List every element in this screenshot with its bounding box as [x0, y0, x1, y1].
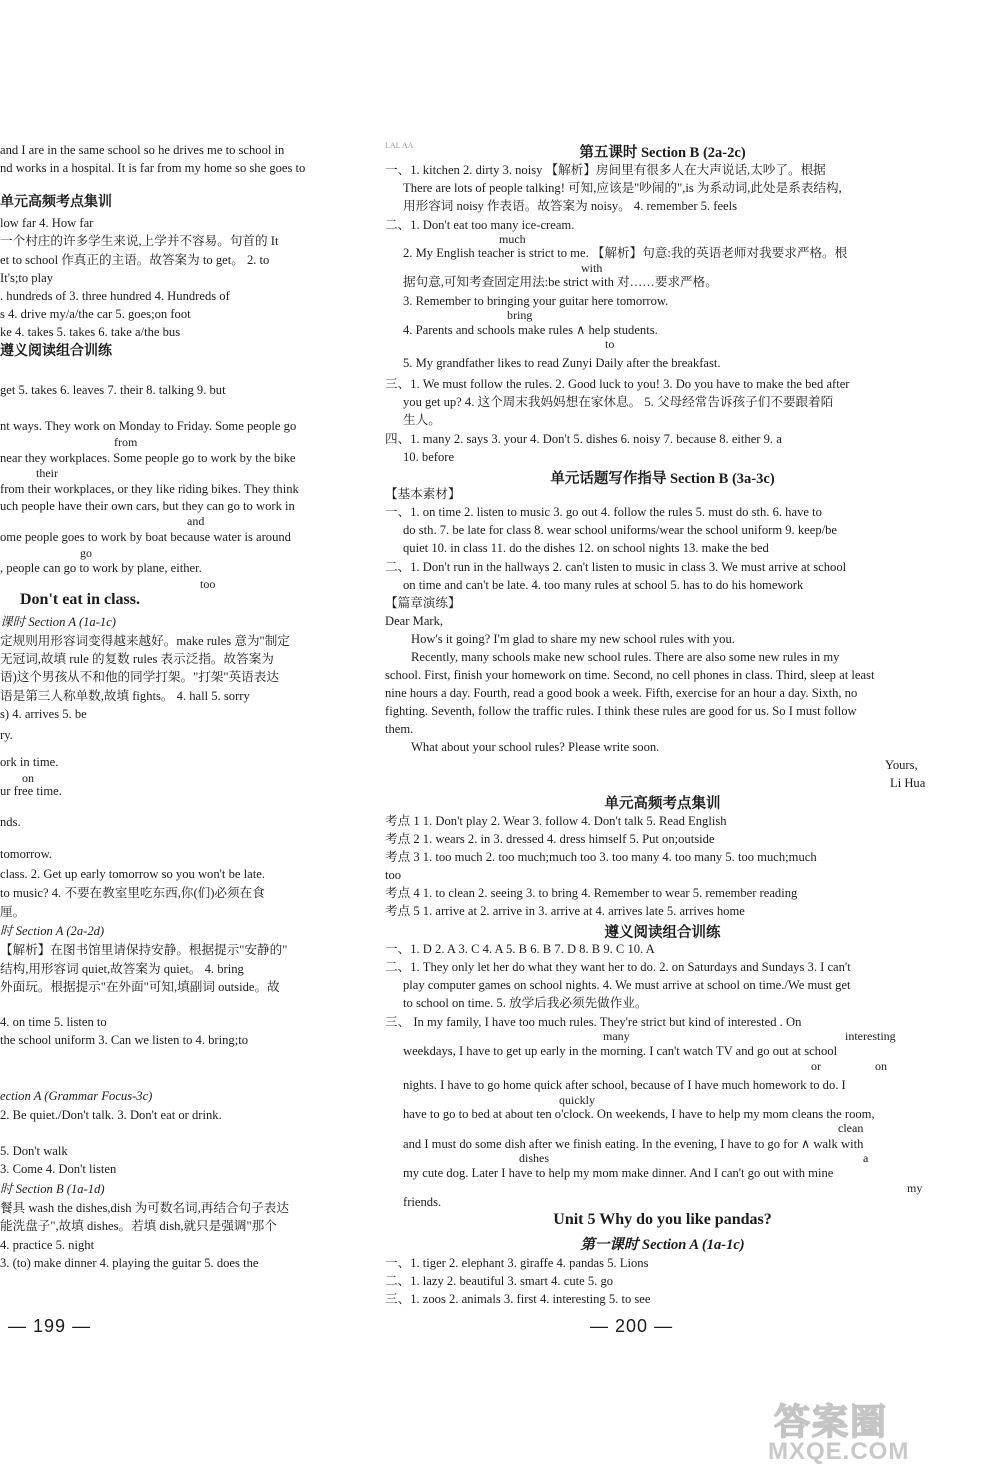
text-line: 定规则用形容词变得越来越好。make rules 意为"制定: [0, 634, 290, 648]
text-line: Yours,: [885, 758, 918, 772]
correction: clean: [838, 1121, 864, 1135]
text-line: the school uniform 3. Can we listen to 4. bring;to: [0, 1033, 248, 1047]
text-line: uch people have their own cars, but they can go to work in: [0, 499, 295, 513]
text-line: and I are in the same school so he drives me to school in: [0, 143, 285, 157]
text-line: 用形容词 noisy 作表语。故答案为 noisy。 4. remember 5. feels: [403, 199, 738, 213]
text-line: and I must do some dish after we finish eating. In the evening, I have to go for ∧ walk with: [403, 1137, 864, 1151]
correction: to: [605, 337, 615, 351]
lesson-heading: 课时 Section A (1a-1c): [0, 615, 117, 629]
text-line: 一、1. on time 2. listen to music 3. go out 4. follow the rules 5. must do sth. 6. have to: [385, 505, 822, 519]
text-line: . hundreds of 3. three hundred 4. Hundreds of: [0, 289, 230, 303]
correction: a: [863, 1151, 869, 1165]
text-line: nds.: [0, 815, 21, 829]
text-line: have to go to bed at about ten o'clock. On weekends, I have to help my mom cleans the room,: [403, 1107, 875, 1121]
text-line: 四、1. many 2. says 3. your 4. Don't 5. dishes 6. noisy 7. because 8. either 9. a: [385, 432, 782, 446]
text-line: my cute dog. Later I have to help my mom make dinner. And I can't go out with mine: [403, 1166, 834, 1180]
text-line: play computer games on school nights. 4. We must arrive at school on time./We must get: [403, 978, 851, 992]
text-line: 4. on time 5. listen to: [0, 1015, 107, 1029]
right-page: [385, 0, 940, 1471]
text-line: Li Hua: [890, 776, 926, 790]
text-line: Dear Mark,: [385, 614, 444, 628]
text-line: 外面玩。根据提示"在外面"可知,填副词 outside。故: [0, 980, 280, 994]
text-line: 考点 3 1. too much 2. too much;much too 3. too many 4. too many 5. too much;much: [385, 850, 817, 864]
correction: and: [187, 514, 205, 528]
text-line: them.: [385, 722, 414, 736]
correction: much: [499, 232, 526, 246]
text-line: et to school 作真正的主语。故答案为 to get。 2. to: [0, 253, 270, 267]
watermark-url: MXQE.COM: [768, 1438, 910, 1465]
text-line: 2. Be quiet./Don't talk. 3. Don't eat or drink.: [0, 1108, 222, 1122]
text-line: nights. I have to go home quick after school, because of I have much homework to do. I: [403, 1078, 846, 1092]
text-line: 10. before: [403, 450, 455, 464]
reading-title: 遵义阅读组合训练: [604, 925, 721, 941]
text-line: school. First, finish your homework on time. Second, no cell phones in class. Third, sleep at least: [385, 668, 875, 682]
lesson-heading: 时 Section A (2a-2d): [0, 924, 105, 938]
text-line: nt ways. They work on Monday to Friday. Some people go: [0, 419, 297, 433]
correction: bring: [507, 308, 533, 322]
unit5-subtitle: 第一课时 Section A (1a-1c): [580, 1237, 745, 1253]
text-line: 二、1. Don't run in the hallways 2. can't listen to music in class 3. We must arrive at school: [385, 560, 847, 574]
section-heading: 单元高频考点集训: [0, 195, 112, 210]
text-line: , people can go to work by plane, either.: [0, 561, 202, 575]
text-line: 三、 In my family, I have too much rules. They're strict but kind of interested . On: [385, 1015, 802, 1029]
correction: go: [80, 546, 92, 560]
text-line: ke 4. takes 5. takes 6. take a/the bus: [0, 325, 181, 339]
text-line: 据句意,可知考查固定用法:be strict with 对……要求严格。: [403, 275, 718, 289]
text-line: 考点 1 1. Don't play 2. Wear 3. follow 4. Don't talk 5. Read English: [385, 814, 727, 828]
text-line: 无冠词,故填 rule 的复数 rules 表示泛指。故答案为: [0, 652, 274, 666]
correction: on: [22, 771, 34, 785]
text-line: fighting. Seventh, follow the traffic rules. I think these rules are good for us. So I must follow: [385, 704, 857, 718]
text-line: It's;to play: [0, 271, 53, 285]
text-line: 考点 2 1. wears 2. in 3. dressed 4. dress himself 5. Put on;outside: [385, 832, 715, 846]
section-heading: 遵义阅读组合训练: [0, 344, 112, 359]
lesson-heading: 时 Section B (1a-1d): [0, 1182, 105, 1196]
text-line: 5. Don't walk: [0, 1144, 68, 1158]
text-line: 语)这个男孩从不和他的同学打架。"打架"英语表达: [0, 670, 279, 684]
kaodian-title: 单元高频考点集训: [604, 796, 721, 812]
text-line: low far 4. How far: [0, 216, 94, 230]
text-line: 考点 4 1. to clean 2. seeing 3. to bring 4. Remember to wear 5. remember reading: [385, 886, 798, 900]
text-line: weekdays, I have to get up early in the morning. I can't watch TV and go out at school: [403, 1044, 838, 1058]
text-line: 二、1. They only let her do what they want her to do. 2. on Saturdays and Sundays 3. I can't: [385, 960, 851, 974]
text-line: ur free time.: [0, 784, 62, 798]
text-line: 5. My grandfather likes to read Zunyi Daily after the breakfast.: [403, 356, 721, 370]
text-line: 4. Parents and schools make rules ∧ help students.: [403, 323, 658, 337]
page-number-left: — 199 —: [8, 1316, 92, 1336]
text-line: 能洗盘子",故填 dishes。若填 dish,就只是强调"那个: [0, 1219, 277, 1233]
text-line: 语是第三人称单数,故填 fights。 4. hall 5. sorry: [0, 689, 250, 703]
text-line: 考点 5 1. arrive at 2. arrive in 3. arrive at 4. arrives late 5. arrives home: [385, 904, 745, 918]
text-line: ome people goes to work by boat because water is around: [0, 530, 291, 544]
text-line: class. 2. Get up early tomorrow so you won't be late.: [0, 867, 265, 881]
text-line: 结构,用形容词 quiet,故答案为 quiet。 4. bring: [0, 962, 244, 976]
text-line: s) 4. arrives 5. be: [0, 707, 87, 721]
correction: on: [875, 1059, 887, 1073]
watermark-logo: [768, 1398, 978, 1464]
text-line: 一、1. D 2. A 3. C 4. A 5. B 6. B 7. D 8. B 9. C 10. A: [385, 942, 655, 956]
text-line: nd works in a hospital. It is far from my home so she goes to: [0, 161, 306, 175]
watermark-big-text: 答案圈: [774, 1402, 889, 1443]
text-line: 4. practice 5. night: [0, 1238, 95, 1252]
text-line: to music? 4. 不要在教室里吃东西,你(们)必须在食: [0, 886, 265, 900]
text-line: you get up? 4. 这个周末我妈妈想在家休息。 5. 父母经常告诉孩子们不要跟着陌: [403, 395, 834, 409]
text-line: ry.: [0, 728, 13, 742]
text-line: 3. Remember to bringing your guitar here tomorrow.: [403, 294, 669, 308]
text-line: 2. My English teacher is strict to me. 【解析】句意:我的英语老师对我要求严格。根: [403, 246, 848, 260]
correction: with: [581, 261, 603, 275]
writing-title: 单元话题写作指导 Section B (3a-3c): [550, 471, 775, 487]
text-line: There are lots of people talking! 可知,应该是"吵闹的",is 为系动词,此处是系表结构,: [403, 181, 842, 195]
text-line: 二、1. lazy 2. beautiful 3. smart 4. cute 5. go: [385, 1274, 614, 1288]
text-line: 【基本素材】: [385, 487, 461, 501]
text-line: to school on time. 5. 放学后我必须先做作业。: [403, 996, 648, 1010]
correction: interesting: [845, 1029, 896, 1043]
text-line: 二、1. Don't eat too many ice-cream.: [385, 218, 575, 232]
text-line: get 5. takes 6. leaves 7. their 8. talking 9. but: [0, 383, 226, 397]
text-line: 生人。: [403, 413, 441, 427]
correction: from: [114, 435, 138, 449]
unit-title: Don't eat in class.: [20, 591, 140, 608]
text-line: ork in time.: [0, 755, 59, 769]
correction: too: [200, 577, 216, 591]
left-page: [0, 0, 372, 1471]
text-line: 【篇章演练】: [385, 596, 461, 610]
text-line: quiet 10. in class 11. do the dishes 12. on school nights 13. make the bed: [403, 541, 769, 555]
header-mark: LAL AA: [385, 141, 414, 150]
text-line: do sth. 7. be late for class 8. wear school uniforms/wear the school uniform 9. keep/be: [403, 523, 838, 537]
page-number-right: — 200 —: [590, 1316, 674, 1336]
correction: many: [603, 1029, 630, 1043]
text-line: nine hours a day. Fourth, read a good book a week. Fifth, exercise for an hour a day. Sixth, no: [385, 686, 858, 700]
correction: or: [811, 1059, 821, 1073]
text-line: from their workplaces, or they like riding bikes. They think: [0, 482, 299, 496]
correction: dishes: [519, 1151, 549, 1165]
text-line: How's it going? I'm glad to share my new school rules with you.: [411, 632, 735, 646]
unit5-title: Unit 5 Why do you like pandas?: [553, 1211, 772, 1228]
text-line: tomorrow.: [0, 847, 52, 861]
text-line: friends.: [403, 1195, 442, 1209]
text-line: 三、1. zoos 2. animals 3. first 4. interesting 5. to see: [385, 1292, 651, 1306]
text-line: Recently, many schools make new school rules. There are also some new rules in my: [411, 650, 840, 664]
text-line: near they workplaces. Some people go to work by the bike: [0, 451, 296, 465]
correction: my: [907, 1181, 923, 1195]
text-line: 3. (to) make dinner 4. playing the guitar 5. does the: [0, 1256, 259, 1270]
text-line: 餐具 wash the dishes,dish 为可数名词,再结合句子表达: [0, 1201, 289, 1215]
text-line: 【解析】在图书馆里请保持安静。根据提示"安静的": [0, 943, 288, 957]
text-line: on time and can't be late. 4. too many rules at school 5. has to do his homework: [403, 578, 804, 592]
correction: quickly: [559, 1093, 595, 1107]
text-line: too: [385, 868, 402, 882]
correction: their: [36, 466, 58, 480]
text-line: 厘。: [0, 905, 26, 919]
text-line: 三、1. We must follow the rules. 2. Good luck to you! 3. Do you have to make the bed after: [385, 377, 850, 391]
text-line: 3. Come 4. Don't listen: [0, 1162, 117, 1176]
text-line: 一、1. kitchen 2. dirty 3. noisy 【解析】房间里有很多人在大声说话,太吵了。根据: [385, 163, 826, 177]
lesson-heading: ection A (Grammar Focus-3c): [0, 1089, 153, 1103]
lesson5-title: 第五课时 Section B (2a-2c): [579, 145, 746, 161]
text-line: s 4. drive my/a/the car 5. goes;on foot: [0, 307, 191, 321]
text-line: 一个村庄的许多学生来说,上学并不容易。句首的 It: [0, 234, 279, 248]
text-line: 一、1. tiger 2. elephant 3. giraffe 4. pandas 5. Lions: [385, 1256, 649, 1270]
text-line: What about your school rules? Please write soon.: [411, 740, 660, 754]
